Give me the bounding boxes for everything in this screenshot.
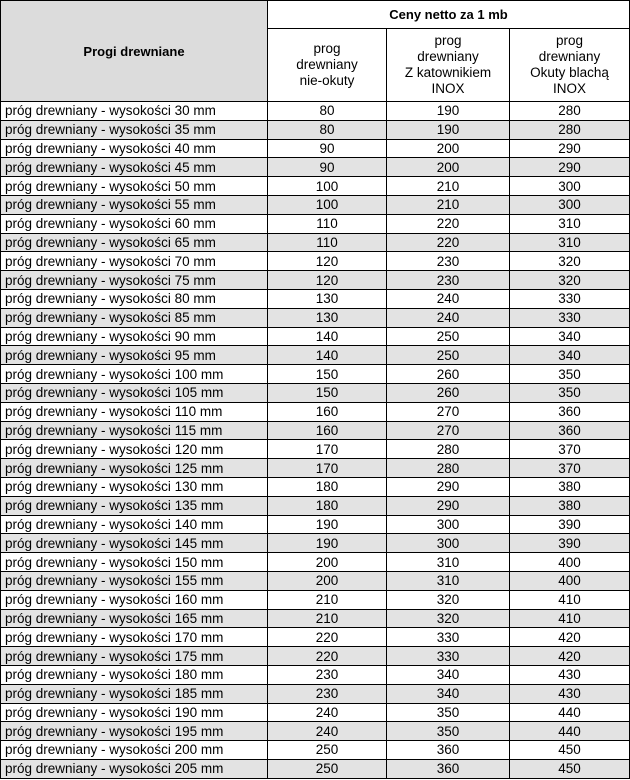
- price-plain: 240: [268, 703, 387, 722]
- price-sheet-inox: 300: [510, 177, 630, 196]
- price-sheet-inox: 390: [510, 515, 630, 534]
- row-label: próg drewniany - wysokości 200 mm: [1, 741, 268, 760]
- row-label: próg drewniany - wysokości 100 mm: [1, 365, 268, 384]
- price-angle-inox: 330: [387, 647, 510, 666]
- row-label: próg drewniany - wysokości 155 mm: [1, 571, 268, 590]
- price-sheet-inox: 450: [510, 741, 630, 760]
- price-angle-inox: 240: [387, 308, 510, 327]
- price-angle-inox: 330: [387, 628, 510, 647]
- price-angle-inox: 310: [387, 571, 510, 590]
- table-row: [1, 590, 630, 609]
- row-label: próg drewniany - wysokości 135 mm: [1, 496, 268, 515]
- price-sheet-inox: 360: [510, 421, 630, 440]
- row-label: próg drewniany - wysokości 90 mm: [1, 327, 268, 346]
- price-plain: 250: [268, 759, 387, 778]
- price-sheet-inox: 300: [510, 195, 630, 214]
- price-plain: 100: [268, 177, 387, 196]
- price-angle-inox: 340: [387, 684, 510, 703]
- row-label: próg drewniany - wysokości 70 mm: [1, 252, 268, 271]
- price-angle-inox: 220: [387, 233, 510, 252]
- price-plain: 190: [268, 534, 387, 553]
- table-row: [1, 139, 630, 158]
- price-sheet-inox: 280: [510, 102, 630, 121]
- price-plain: 80: [268, 102, 387, 121]
- price-sheet-inox: 290: [510, 158, 630, 177]
- price-angle-inox: 300: [387, 515, 510, 534]
- table-row: [1, 195, 630, 214]
- row-label: próg drewniany - wysokości 80 mm: [1, 289, 268, 308]
- price-angle-inox: 340: [387, 665, 510, 684]
- table-row: [1, 609, 630, 628]
- table-row: [1, 120, 630, 139]
- price-plain: 120: [268, 271, 387, 290]
- price-angle-inox: 280: [387, 440, 510, 459]
- price-angle-inox: 250: [387, 346, 510, 365]
- price-angle-inox: 270: [387, 421, 510, 440]
- table-row: [1, 327, 630, 346]
- price-sheet-inox: 370: [510, 459, 630, 478]
- price-plain: 170: [268, 459, 387, 478]
- row-label: próg drewniany - wysokości 110 mm: [1, 402, 268, 421]
- price-plain: 230: [268, 665, 387, 684]
- price-plain: 110: [268, 233, 387, 252]
- column-header-line: prog: [434, 33, 462, 48]
- table-row: [1, 553, 630, 572]
- price-sheet-inox: 320: [510, 271, 630, 290]
- price-sheet-inox: 280: [510, 120, 630, 139]
- table-row: [1, 440, 630, 459]
- row-label: próg drewniany - wysokości 45 mm: [1, 158, 268, 177]
- row-label: próg drewniany - wysokości 205 mm: [1, 759, 268, 778]
- column-header-sheet-inox: [510, 29, 630, 102]
- column-header-line: drewniany: [296, 57, 358, 72]
- column-header-line: Okuty blachą: [530, 65, 609, 80]
- row-label: próg drewniany - wysokości 85 mm: [1, 308, 268, 327]
- price-plain: 190: [268, 515, 387, 534]
- price-angle-inox: 250: [387, 327, 510, 346]
- row-label: próg drewniany - wysokości 105 mm: [1, 383, 268, 402]
- table-row: [1, 722, 630, 741]
- row-label: próg drewniany - wysokości 185 mm: [1, 684, 268, 703]
- table-row: [1, 308, 630, 327]
- table-row: [1, 214, 630, 233]
- row-label: próg drewniany - wysokości 130 mm: [1, 477, 268, 496]
- table-row: [1, 233, 630, 252]
- price-angle-inox: 260: [387, 365, 510, 384]
- price-plain: 200: [268, 571, 387, 590]
- price-angle-inox: 220: [387, 214, 510, 233]
- row-label: próg drewniany - wysokości 50 mm: [1, 177, 268, 196]
- column-header-plain: [268, 29, 387, 102]
- price-sheet-inox: 330: [510, 308, 630, 327]
- price-plain: 180: [268, 496, 387, 515]
- price-sheet-inox: 320: [510, 252, 630, 271]
- price-sheet-inox: 380: [510, 477, 630, 496]
- price-sheet-inox: 340: [510, 327, 630, 346]
- table-row: [1, 496, 630, 515]
- row-label: próg drewniany - wysokości 95 mm: [1, 346, 268, 365]
- price-plain: 130: [268, 308, 387, 327]
- price-angle-inox: 200: [387, 139, 510, 158]
- price-angle-inox: 300: [387, 534, 510, 553]
- corner-header: Progi drewniane: [1, 1, 268, 102]
- row-label: próg drewniany - wysokości 60 mm: [1, 214, 268, 233]
- price-sheet-inox: 450: [510, 759, 630, 778]
- price-plain: 130: [268, 289, 387, 308]
- price-sheet-inox: 370: [510, 440, 630, 459]
- row-label: próg drewniany - wysokości 160 mm: [1, 590, 268, 609]
- table-row: [1, 271, 630, 290]
- price-plain: 220: [268, 628, 387, 647]
- table-row: [1, 477, 630, 496]
- table-row: [1, 383, 630, 402]
- price-angle-inox: 360: [387, 759, 510, 778]
- price-plain: 210: [268, 590, 387, 609]
- column-header-line: nie-okuty: [299, 73, 355, 88]
- table-row: [1, 459, 630, 478]
- table-body: [1, 102, 630, 779]
- price-plain: 140: [268, 346, 387, 365]
- column-header-line: prog: [555, 33, 584, 48]
- price-sheet-inox: 330: [510, 289, 630, 308]
- table-row: [1, 647, 630, 666]
- table-row: [1, 421, 630, 440]
- row-label: próg drewniany - wysokości 75 mm: [1, 271, 268, 290]
- row-label: próg drewniany - wysokości 115 mm: [1, 421, 268, 440]
- price-plain: 150: [268, 383, 387, 402]
- row-label: próg drewniany - wysokości 190 mm: [1, 703, 268, 722]
- price-sheet-inox: 310: [510, 214, 630, 233]
- price-plain: 220: [268, 647, 387, 666]
- table-row: [1, 102, 630, 121]
- price-angle-inox: 310: [387, 553, 510, 572]
- price-plain: 80: [268, 120, 387, 139]
- price-sheet-inox: 420: [510, 647, 630, 666]
- table-row: [1, 515, 630, 534]
- price-plain: 150: [268, 365, 387, 384]
- row-label: próg drewniany - wysokości 145 mm: [1, 534, 268, 553]
- price-angle-inox: 320: [387, 609, 510, 628]
- price-plain: 90: [268, 158, 387, 177]
- table-row: [1, 346, 630, 365]
- table-row: [1, 402, 630, 421]
- price-plain: 100: [268, 195, 387, 214]
- table-row: [1, 684, 630, 703]
- price-sheet-inox: 420: [510, 628, 630, 647]
- row-label: próg drewniany - wysokości 120 mm: [1, 440, 268, 459]
- row-label: próg drewniany - wysokości 140 mm: [1, 515, 268, 534]
- price-angle-inox: 230: [387, 252, 510, 271]
- price-group-header: Ceny netto za 1 mb: [268, 1, 630, 29]
- price-sheet-inox: 400: [510, 553, 630, 572]
- column-header-line: INOX: [431, 81, 465, 96]
- table-row: [1, 665, 630, 684]
- table-row: [1, 534, 630, 553]
- price-angle-inox: 200: [387, 158, 510, 177]
- price-angle-inox: 240: [387, 289, 510, 308]
- price-sheet-inox: 430: [510, 665, 630, 684]
- column-header-line: drewniany: [417, 49, 479, 64]
- price-angle-inox: 280: [387, 459, 510, 478]
- price-sheet-inox: 400: [510, 571, 630, 590]
- price-plain: 200: [268, 553, 387, 572]
- row-label: próg drewniany - wysokości 125 mm: [1, 459, 268, 478]
- price-plain: 240: [268, 722, 387, 741]
- price-angle-inox: 290: [387, 477, 510, 496]
- price-sheet-inox: 410: [510, 609, 630, 628]
- price-plain: 230: [268, 684, 387, 703]
- price-plain: 120: [268, 252, 387, 271]
- price-angle-inox: 290: [387, 496, 510, 515]
- table-row: [1, 571, 630, 590]
- price-sheet-inox: 430: [510, 684, 630, 703]
- price-sheet-inox: 440: [510, 703, 630, 722]
- row-label: próg drewniany - wysokości 170 mm: [1, 628, 268, 647]
- row-label: próg drewniany - wysokości 55 mm: [1, 195, 268, 214]
- price-sheet-inox: 290: [510, 139, 630, 158]
- row-label: próg drewniany - wysokości 195 mm: [1, 722, 268, 741]
- row-label: próg drewniany - wysokości 180 mm: [1, 665, 268, 684]
- price-angle-inox: 360: [387, 741, 510, 760]
- row-label: próg drewniany - wysokości 165 mm: [1, 609, 268, 628]
- price-plain: 140: [268, 327, 387, 346]
- price-angle-inox: 270: [387, 402, 510, 421]
- price-plain: 180: [268, 477, 387, 496]
- price-plain: 160: [268, 421, 387, 440]
- price-angle-inox: 230: [387, 271, 510, 290]
- price-sheet-inox: 350: [510, 365, 630, 384]
- table-row: [1, 252, 630, 271]
- price-plain: 90: [268, 139, 387, 158]
- row-label: próg drewniany - wysokości 175 mm: [1, 647, 268, 666]
- column-header-line: drewniany: [538, 49, 601, 64]
- column-header-line: prog: [313, 41, 341, 56]
- price-plain: 170: [268, 440, 387, 459]
- table-row: [1, 177, 630, 196]
- price-sheet-inox: 340: [510, 346, 630, 365]
- price-angle-inox: 210: [387, 177, 510, 196]
- row-label: próg drewniany - wysokości 150 mm: [1, 553, 268, 572]
- price-sheet-inox: 360: [510, 402, 630, 421]
- column-header-line: Z katownikiem: [404, 65, 492, 80]
- price-sheet-inox: 310: [510, 233, 630, 252]
- price-angle-inox: 350: [387, 703, 510, 722]
- table-header: [1, 1, 630, 102]
- price-sheet-inox: 440: [510, 722, 630, 741]
- price-angle-inox: 190: [387, 120, 510, 139]
- table-row: [1, 365, 630, 384]
- price-sheet-inox: 350: [510, 383, 630, 402]
- price-sheet-inox: 380: [510, 496, 630, 515]
- column-header-line: INOX: [552, 81, 586, 96]
- price-plain: 110: [268, 214, 387, 233]
- price-sheet-inox: 410: [510, 590, 630, 609]
- row-label: próg drewniany - wysokości 40 mm: [1, 139, 268, 158]
- price-angle-inox: 260: [387, 383, 510, 402]
- price-angle-inox: 190: [387, 102, 510, 121]
- price-plain: 160: [268, 402, 387, 421]
- price-angle-inox: 320: [387, 590, 510, 609]
- table-row: [1, 158, 630, 177]
- table-row: [1, 759, 630, 778]
- price-angle-inox: 210: [387, 195, 510, 214]
- table-row: [1, 703, 630, 722]
- column-header-angle-inox: [387, 29, 510, 102]
- table-row: [1, 289, 630, 308]
- price-sheet-inox: 390: [510, 534, 630, 553]
- price-plain: 250: [268, 741, 387, 760]
- row-label: próg drewniany - wysokości 35 mm: [1, 120, 268, 139]
- price-angle-inox: 350: [387, 722, 510, 741]
- row-label: próg drewniany - wysokości 65 mm: [1, 233, 268, 252]
- price-plain: 210: [268, 609, 387, 628]
- table-row: [1, 741, 630, 760]
- table-row: [1, 628, 630, 647]
- row-label: próg drewniany - wysokości 30 mm: [1, 102, 268, 121]
